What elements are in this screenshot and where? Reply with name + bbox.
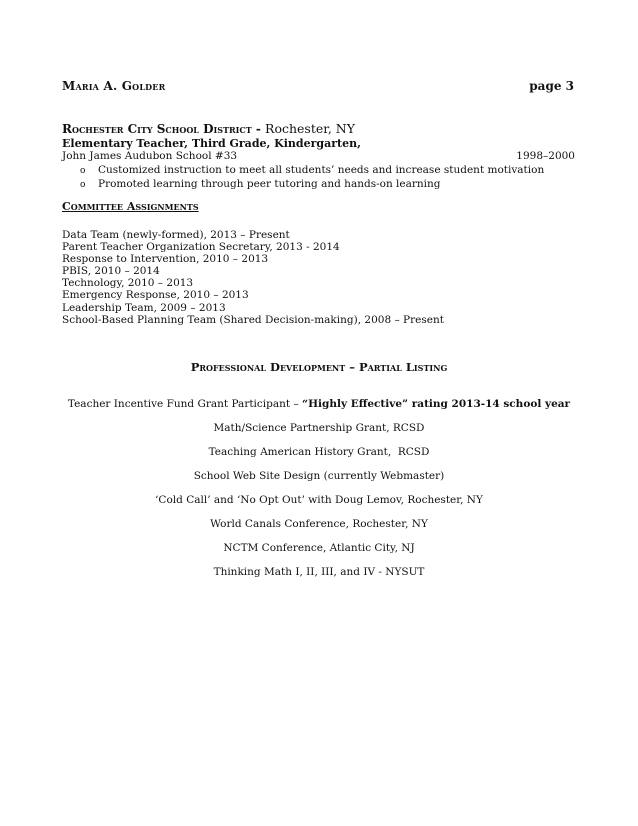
list-item: School-Based Planning Team (Shared Decision-making), 2008 – Present [62, 313, 444, 326]
list-item: NCTM Conference, Atlantic City, NJ [223, 542, 415, 554]
list-item: PBIS, 2010 – 2014 [62, 265, 160, 278]
list-item: Technology, 2010 – 2013 [62, 277, 194, 290]
employment-dates: 1998–2000 [516, 150, 575, 162]
list-item: Teaching American History Grant, RCSD [208, 446, 430, 458]
job-bullets [80, 163, 544, 191]
list-item: Math/Science Partnership Grant, RCSD [213, 422, 425, 434]
list-item: Leadership Team, 2009 – 2013 [62, 301, 226, 314]
bullet-text: Customized instruction to meet all students’ needs and increase student motivation [98, 164, 545, 176]
bullet-marker: o [80, 180, 86, 190]
school-line [62, 150, 575, 162]
committee-list [62, 229, 444, 326]
school-name: John James Audubon School #33 [62, 150, 238, 162]
list-item: School Web Site Design (currently Webmaster) [193, 470, 445, 482]
bullet-marker: o [80, 166, 86, 176]
employer-name: Rochester City School District [62, 122, 252, 136]
list-item: Parent Teacher Organization Secretary, 2013 - 2014 [62, 241, 340, 254]
professional-development-list [0, 396, 638, 588]
pd-item-text: Teacher Incentive Fund Grant Participant – [67, 398, 303, 410]
professional-development-heading: Professional Development – Partial Listing [190, 360, 448, 374]
list-item: ‘Cold Call’ and ‘No Opt Out’ with Doug Lemov, Rochester, NY [155, 494, 483, 506]
list-item [0, 396, 638, 420]
list-item: Thinking Math I, II, III, and IV - NYSUT [213, 566, 425, 578]
employer-separator: - [251, 122, 266, 136]
list-item [80, 177, 544, 191]
list-item: World Canals Conference, Rochester, NY [210, 518, 428, 530]
employer-location: Rochester, NY [265, 121, 355, 136]
bullet-text: Promoted learning through peer tutoring and hands-on learning [98, 178, 441, 190]
candidate-name: Maria A. Golder [62, 79, 166, 93]
committee-heading: Committee Assignments [62, 200, 199, 213]
list-item: Emergency Response, 2010 – 2013 [62, 289, 249, 302]
pd-item-emphasis: “Highly Effective” rating 2013-14 school year [302, 398, 571, 410]
job-title: Elementary Teacher, Third Grade, Kindergarten, [62, 137, 361, 150]
list-item: Response to Intervention, 2010 – 2013 [62, 253, 269, 266]
list-item: Data Team (newly-formed), 2013 – Present [62, 229, 290, 241]
list-item [80, 163, 544, 177]
page-number: page 3 [529, 79, 574, 93]
employer-line [62, 121, 355, 136]
